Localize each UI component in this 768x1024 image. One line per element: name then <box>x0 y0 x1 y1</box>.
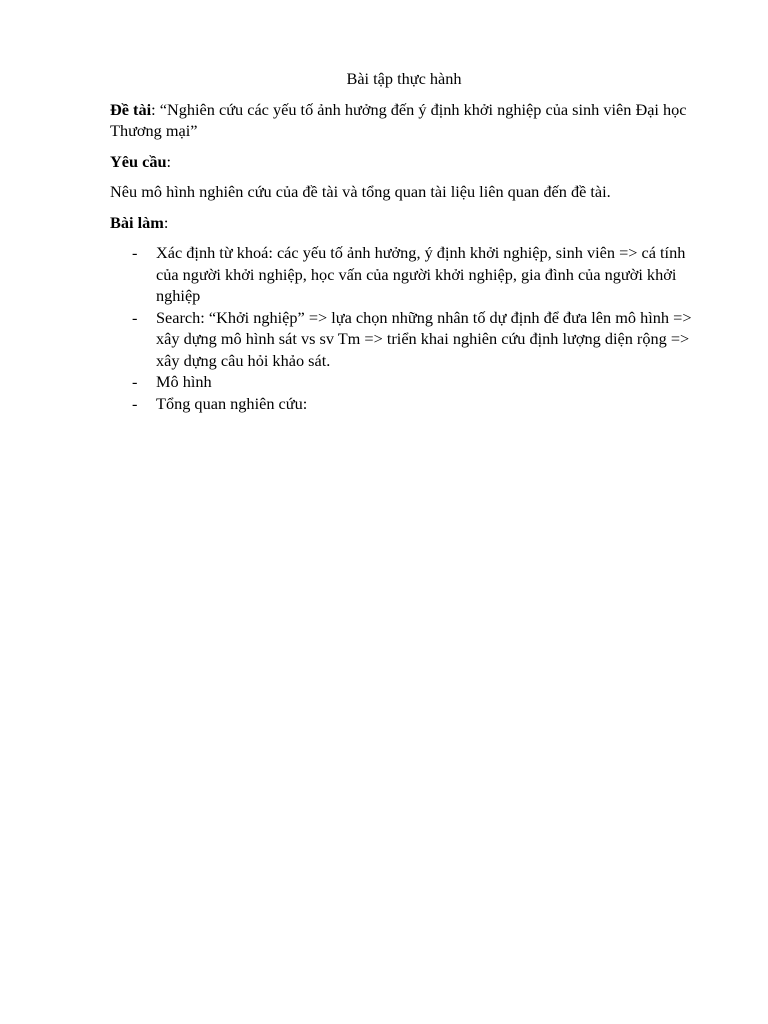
bullet-dash: - <box>132 307 138 327</box>
bullet-dash: - <box>132 243 138 262</box>
list-item-text: Xác định từ khoá: các yếu tố ảnh hưởng, ý định khởi nghiệp, sinh viên => cá tính của người khởi nghiệp, học vấn của người khởi nghiệp, gia đình của người khởi nghiệp <box>156 243 686 305</box>
work-heading <box>110 212 698 234</box>
list-item <box>110 371 698 393</box>
list-item <box>110 393 698 415</box>
topic-text: “Nghiên cứu các yếu tố ảnh hưởng đến ý định khởi nghiệp của sinh viên Đại học Thương mại” <box>110 99 687 140</box>
bullet-dash: - <box>132 372 138 391</box>
requirement-text: Nêu mô hình nghiên cứu của đề tài và tổng quan tài liệu liên quan đến đề tài. <box>110 182 611 201</box>
requirement-heading <box>110 151 698 173</box>
list-item <box>110 242 698 307</box>
list-item <box>110 307 698 372</box>
list-item-text: Mô hình <box>156 372 212 391</box>
bullet-dash: - <box>132 393 138 413</box>
work-label: Bài làm <box>110 212 164 232</box>
topic-label: Đề tài <box>110 99 152 119</box>
document-body <box>110 68 698 414</box>
requirement-separator: : <box>166 151 172 171</box>
work-list <box>110 242 698 414</box>
topic-separator: : <box>151 99 156 119</box>
requirement-label: Yêu cầu <box>110 151 167 171</box>
list-item-text: Search: “Khởi nghiệp” => lựa chọn những nhân tố dự định để đưa lên mô hình => xây dựng mô hình sát vs sv Tm => triển khai nghiên cứu định lượng diện rộng => xây dựng câu hỏi khảo sát. <box>156 307 692 370</box>
topic-paragraph <box>110 99 698 142</box>
document-title: Bài tập thực hành <box>346 69 462 88</box>
work-separator: : <box>163 212 169 232</box>
list-item-text: Tổng quan nghiên cứu: <box>156 393 308 413</box>
